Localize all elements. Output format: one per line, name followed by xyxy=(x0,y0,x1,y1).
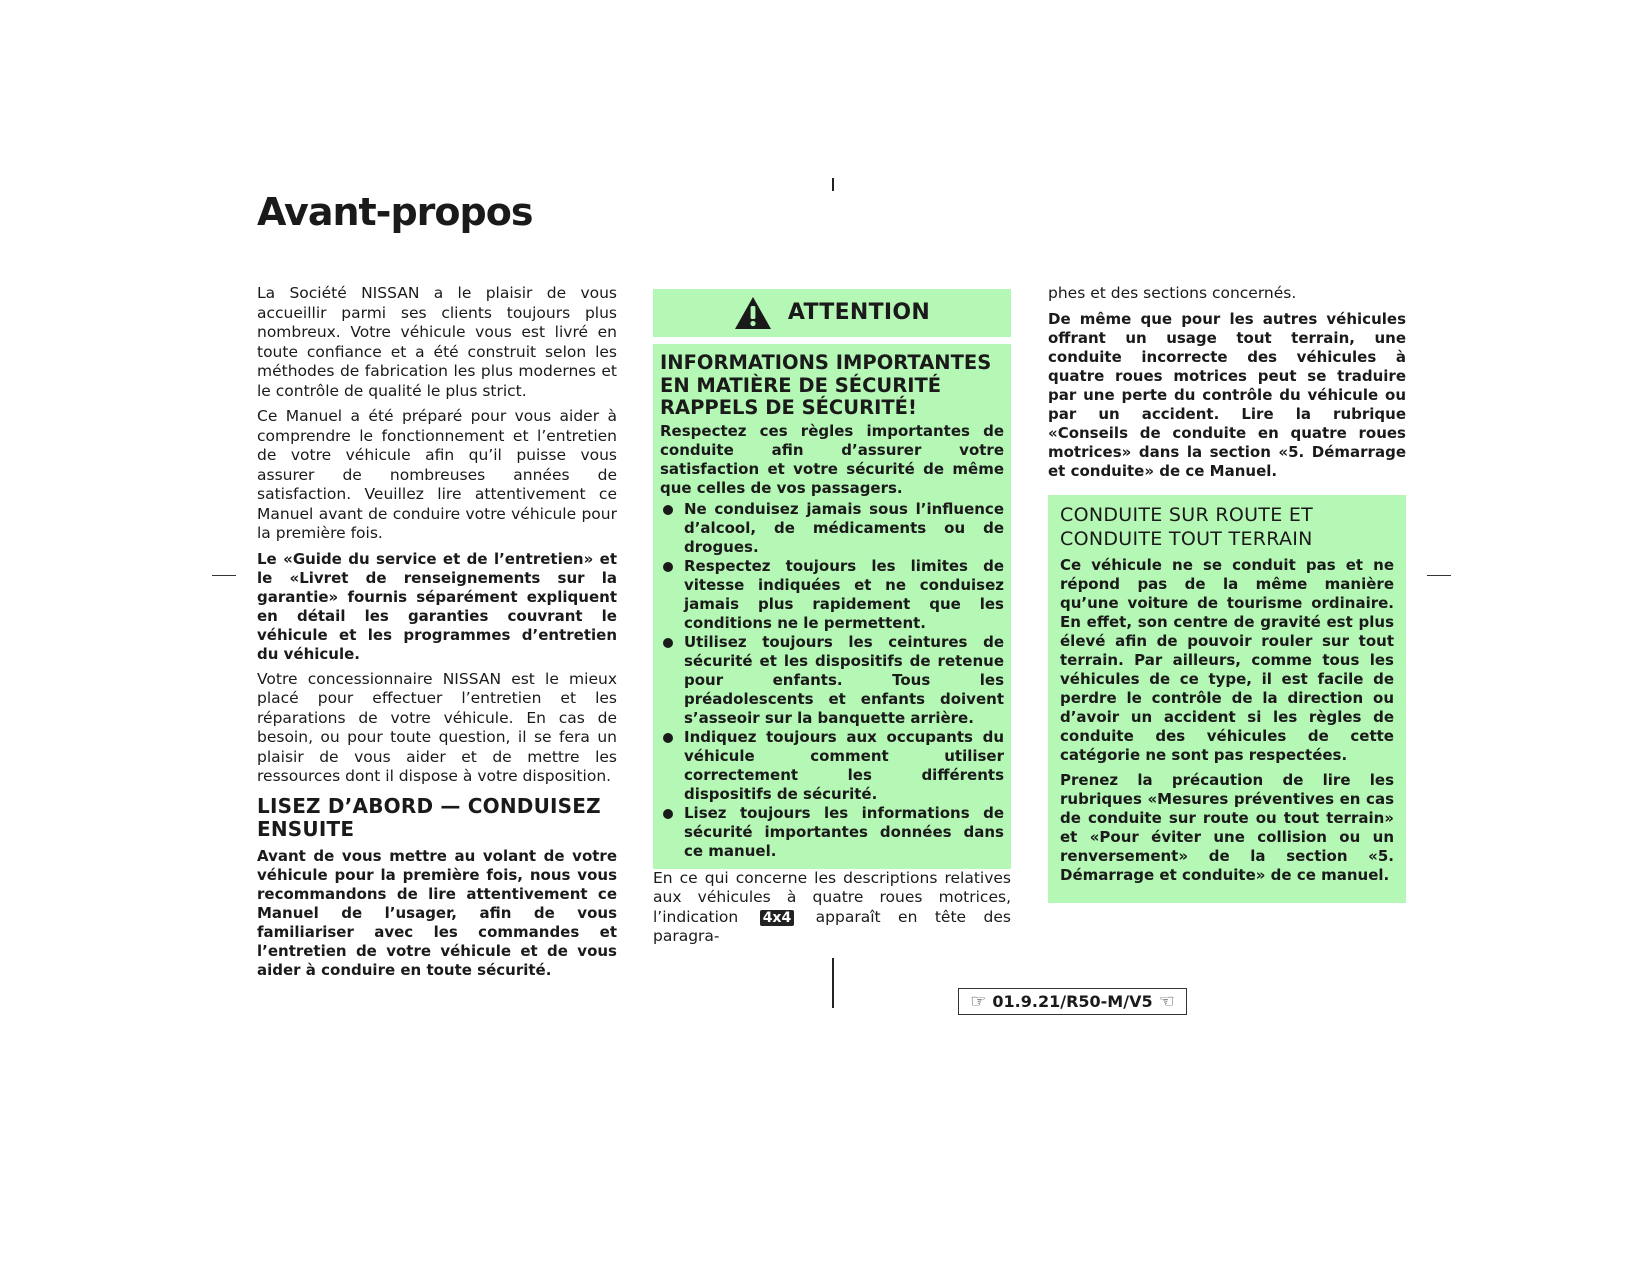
safety-heading-3: RAPPELS DE SÉCURITÉ! xyxy=(660,396,917,419)
bullet-icon xyxy=(663,733,673,743)
safety-rules-list xyxy=(660,500,1004,861)
bullet-icon xyxy=(663,562,673,572)
safety-intro: Respectez ces règles importantes de conduite afin d’assurer votre satisfaction et votre sécurité de même que celles de vos passagers. xyxy=(660,421,1004,497)
document-code: 01.9.21/R50-M/V5 xyxy=(992,992,1153,1011)
attention-label: ATTENTION xyxy=(787,300,931,326)
offroad-box xyxy=(1048,495,1406,903)
safety-rule xyxy=(660,633,1004,728)
safety-heading-2: EN MATIÈRE DE SÉCURITÉ xyxy=(660,373,942,397)
warning-triangle-icon xyxy=(734,296,772,330)
dealer-paragraph: Votre concessionnaire NISSAN est le mieux placé pour effectuer l’entretien et les réparations de votre véhicule. En cas de besoin, ou pour toute question, il se fera un plaisir de vous aider et de mettre les ressources dont il dispose à votre disposition. xyxy=(257,669,617,785)
column-left xyxy=(257,284,617,986)
safety-heading-1: INFORMATIONS IMPORTANTES xyxy=(660,351,992,374)
safety-rule-text: Indiquez toujours aux occupants du véhicule comment utiliser correctement les différents dispositifs de sécurité. xyxy=(684,727,1004,803)
document-code-box xyxy=(958,988,1187,1015)
column-middle xyxy=(653,289,1011,953)
safety-rule xyxy=(660,728,1004,804)
bullet-icon xyxy=(663,809,673,819)
offroad-warning-paragraph: De même que pour les autres véhicules offrant un usage tout terrain, une conduite incorrecte des véhicules à quatre roues motrices peut se traduire par une perte du contrôle du véhicule ou par un accident. Lire la rubrique «Conseils de conduite en quatre roues motrices» dans la section «5. Démarrage et conduite» de ce Manuel. xyxy=(1048,309,1406,480)
manual-purpose-paragraph: Ce Manuel a été préparé pour vous aider à comprendre le fonctionnement et l’entretien de votre véhicule afin qu’il puisse vous assurer de nombreuses années de satisfaction. Veuillez lire attentivement ce Manuel avant de conduire votre véhicule pour la première fois. xyxy=(257,407,617,542)
crop-mark-bottom xyxy=(832,958,834,1008)
offroad-title-line-2: CONDUITE TOUT TERRAIN xyxy=(1060,527,1313,550)
offroad-title xyxy=(1060,503,1394,551)
column-right xyxy=(1048,284,1406,903)
safety-rule-text: Utilisez toujours les ceintures de sécurité et les dispositifs de retenue pour enfants. Tous les préadolescents et enfants doivent s’asseoir sur la banquette arrière. xyxy=(684,632,1004,727)
bullet-icon xyxy=(663,505,673,515)
crop-mark-top xyxy=(832,178,834,191)
read-first-heading: LISEZ D’ABORD — CONDUISEZ ENSUITE xyxy=(257,793,601,841)
four-wheel-drive-note-continuation: apparaît en tête des paragra- xyxy=(653,907,1011,945)
offroad-paragraph-1: Ce véhicule ne se conduit pas et ne répond pas de la même manière qu’une voiture de tourisme ordinaire. En effet, son centre de gravité est plus élevé afin de pouvoir rouler sur tout terrain. Par ailleurs, comme tous les véhicules de ce type, il est facile de perdre le contrôle de la direction ou d’avoir un accident si les règles de conduite des véhicules de cette catégorie ne sont pas respectées. xyxy=(1060,555,1394,764)
safety-rule xyxy=(660,500,1004,557)
offroad-title-line-1: CONDUITE SUR ROUTE ET xyxy=(1060,503,1314,526)
badge-4x4-icon: 4x4 xyxy=(760,910,795,926)
read-first-paragraph: Avant de vous mettre au volant de votre véhicule pour la première fois, nous vous recommandons de lire attentivement ce Manuel de l’usager, afin de vous familiariser avec les commandes et l’entretien de votre véhicule et de vous aider à conduire en toute sécurité. xyxy=(257,846,617,979)
crop-mark-right xyxy=(1427,575,1451,576)
bullet-icon xyxy=(663,638,673,648)
pointing-hand-left-icon: ☜ xyxy=(1158,990,1175,1012)
intro-paragraph: La Société NISSAN a le plaisir de vous accueillir parmi ses clients toujours plus nombreux. Votre véhicule vous est livré en toute confiance et a été construit selon les méthodes de fabrication les plus modernes et le contrôle de qualité le plus strict. xyxy=(257,284,617,400)
safety-rule xyxy=(660,557,1004,633)
four-wheel-drive-note-text: En ce qui concerne les descriptions relatives aux véhicules à quatre roues motrices, l’indication xyxy=(653,868,1011,926)
page-title: Avant-propos xyxy=(257,190,533,234)
four-wheel-drive-note xyxy=(653,869,1011,947)
offroad-paragraph-2: Prenez la précaution de lire les rubriques «Mesures préventives en cas de conduite sur route ou tout terrain» et «Pour éviter une collision ou un renversement» de la section «5. Démarrage et conduite» de ce manuel. xyxy=(1060,770,1394,884)
safety-rule xyxy=(660,804,1004,861)
warranty-guide-paragraph: Le «Guide du service et de l’entretien» et le «Livret de renseignements sur la garantie» fournis séparément expliquent en détail les garanties couvrant le véhicule et les programmes d’entretien du véhicule. xyxy=(257,549,617,663)
attention-box xyxy=(653,344,1011,869)
safety-rule-text: Lisez toujours les informations de sécurité importantes données dans ce manuel. xyxy=(684,803,1004,860)
crop-mark-left xyxy=(212,575,236,576)
attention-header xyxy=(653,289,1011,337)
pointing-hand-right-icon: ☞ xyxy=(970,990,987,1012)
safety-rule-text: Ne conduisez jamais sous l’influence d’alcool, de médicaments ou de drogues. xyxy=(684,499,1004,556)
continuation-paragraph: phes et des sections concernés. xyxy=(1048,284,1297,302)
safety-rule-text: Respectez toujours les limites de vitesse indiquées et ne conduisez jamais plus rapidement que les conditions ne le permettent. xyxy=(684,556,1004,632)
